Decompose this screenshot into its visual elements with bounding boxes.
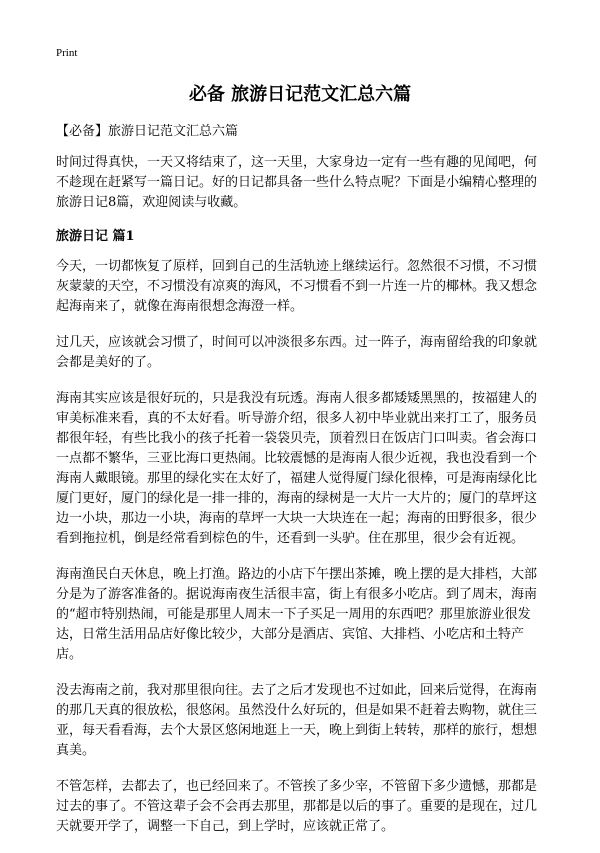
paragraph-3: 海南其实应该是很好玩的，只是我没有玩透。海南人很多都矮矮黑黑的，按福建人的审美标准来看，真的不太好看。听导游介绍，很多人初中毕业就出来打工了，服务员都很年轻，有些比我小的孩子托着一袋袋贝壳，顶着烈日在饭店门口叫卖。省会海口一点都不繁华，三亚比海口更热闹。比较震憾的是海南人很少近视，我也没看到一个海南人戴眼镜。那里的绿化实在太好了，福建人觉得厦门绿化很棒，可是海南绿化比厦门更好，厦门的绿化是一排一排的，海南的绿树是一大片一大片的；厦门的草坪这边一小块，那边一小块，海南的草坪一大块一大块连在一起；海南的田野很多，很少看到拖拉机，倒是经常看到棕色的牛，还看到一头驴。住在那里，很少会有近视。 [56,391,538,546]
paragraph-5: 没去海南之前，我对那里很向往。去了之后才发现也不过如此，回来后觉得，在海南的那几天真的很放松，很悠闲。虽然没什么好玩的，但是如果不赶着去购物，就住三亚，每天看看海，去个大景区悠闲地逛上一天，晚上到街上转转，那样的旅行，想想真美。 [56,683,538,758]
paragraph-1: 今天，一切都恢复了原样，回到自己的生活轨迹上继续运行。忽然很不习惯，不习惯灰蒙蒙的天空，不习惯没有凉爽的海风，不习惯看不到一片连一片的椰林。我又想念起海南来了，就像在海南很想念海澄一样。 [56,259,538,314]
paragraph-4: 海南渔民白天休息，晚上打渔。路边的小店下午摆出茶摊，晚上摆的是大排档，大部分是为了游客准备的。据说海南夜生活很丰富，街上有很多小吃店。到了周末，海南的“超市特别热闹，可能是那里人周末一下子买足一周用的东西吧？那里旅游业很发达，日常生活用品店好像比较少，大部分是酒店、宾馆、大排档、小吃店和土特产店。 [56,567,538,662]
page-title: 必备 旅游日记范文汇总六篇 [188,84,412,105]
article-body [56,122,548,853]
subtitle: 【必备】旅游日记范文汇总六篇 [56,124,239,139]
intro-paragraph: 时间过得真快，一天又将结束了，这一天里，大家身边一定有一些有趣的见闻吧，何不趁现在赶紧写一篇日记。好的日记都具备一些什么特点呢？下面是小编精心整理的旅游日记8篇，欢迎阅读与收藏。 [56,155,538,210]
paragraph-2: 过几天，应该就会习惯了，时间可以冲淡很多东西。过一阵子，海南留给我的印象就会都是美好的了。 [56,335,538,370]
print-label: Print [56,47,78,59]
section-heading: 旅游日记 篇1 [56,229,135,244]
paragraph-6: 不管怎样，去都去了，也已经回来了。不管挨了多少宰，不管留下多少遗憾，那都是过去的事了。不管这辈子会不会再去那里，那都是以后的事了。重要的是现在，过几天就要开学了，调整一下自己，到上学时，应该就正常了。 [56,779,538,834]
